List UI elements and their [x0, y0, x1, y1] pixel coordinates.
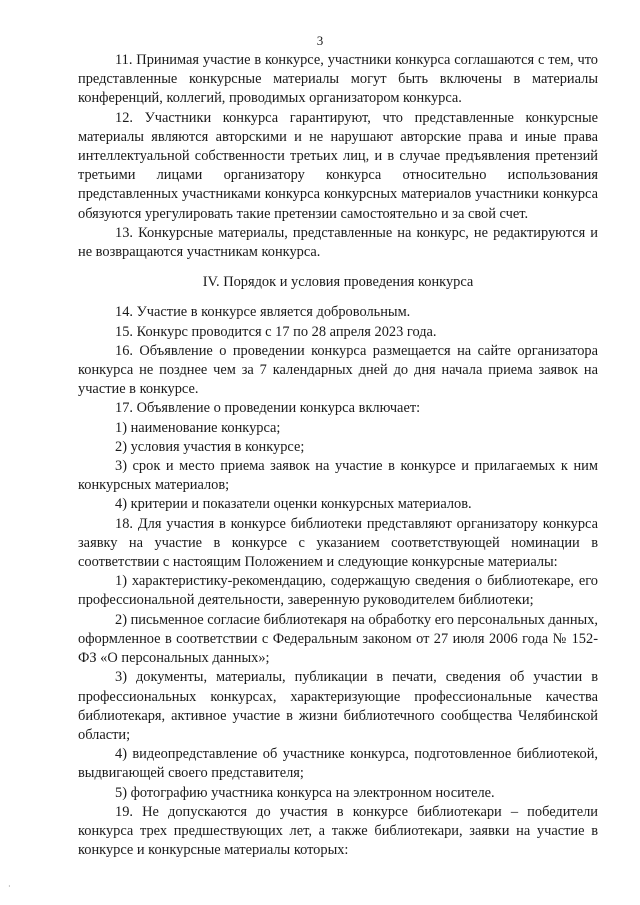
paragraph-11: 11. Принимая участие в конкурсе, участники конкурса соглашаются с тем, что представленные конкурсные материалы могут быть включены в материалы конференций, коллегий, проводимых организатором конкурса. — [78, 52, 598, 107]
paragraph-12: 12. Участники конкурса гарантируют, что представленные конкурсные материалы являются авторскими и не нарушают авторские права и иные права интеллектуальной собственности третьих лиц, и в случае предъявления претензий третьими лицами организатору конкурса относительно использования представленных участниками конкурса конкурсных материалов участники конкурса обязуются урегулировать такие претензии самостоятельно и за свой счет. — [78, 109, 598, 222]
paragraph-13: 13. Конкурсные материалы, представленные на конкурс, не редактируются и не возвращаются участникам конкурса. — [78, 224, 598, 261]
paragraph-19: 19. Не допускаются до участия в конкурсе библиотекари – победители конкурса трех предшествующих лет, а также библиотекари, заявки на участие в конкурсе и конкурсные материалы которых: — [78, 803, 598, 859]
document-body — [78, 51, 598, 860]
paragraph-18: 18. Для участия в конкурсе библиотеки представляют организатору конкурса заявку на участие в конкурсе с указанием соответствующей номинации в соответствии с настоящим Положением и следующие конкурсные материалы: — [78, 515, 598, 571]
list-item: 4) видеопредставление об участнике конкурса, подготовленное библиотекой, выдвигающей своего представителя; — [78, 746, 598, 782]
list-item: 3) документы, материалы, публикации в печати, сведения об участии в профессиональных конкурсах, характеризующие профессиональные качества библиотекаря, активное участие в жизни библиотечного сообщества Челябинской области; — [78, 669, 598, 743]
page-number: 3 — [316, 33, 324, 48]
list-item: 1) характеристику-рекомендацию, содержащую сведения о библиотекаре, его профессиональной деятельности, заверенную руководителем библиотеки; — [78, 573, 598, 609]
list-item: 5) фотографию участника конкурса на электронном носителе. — [115, 784, 495, 801]
list-item: 2) условия участия в конкурсе; — [115, 438, 305, 455]
list-item: 1) наименование конкурса; — [115, 419, 281, 436]
paragraph-14: 14. Участие в конкурсе является добровольным. — [115, 304, 411, 321]
list-item: 3) срок и место приема заявок на участие в конкурсе и прилагаемых к ним конкурсных материалов; — [78, 458, 598, 494]
paragraph-17: 17. Объявление о проведении конкурса включает: — [115, 400, 421, 417]
section-heading: IV. Порядок и условия проведения конкурса — [202, 274, 474, 291]
paragraph-15: 15. Конкурс проводится с 17 по 28 апреля 2023 года. — [115, 323, 437, 340]
paragraph-16: 16. Объявление о проведении конкурса размещается на сайте организатора конкурса не позднее чем за 7 календарных дней до дня начала приема заявок на участие в конкурсе. — [78, 342, 598, 398]
list-item: 4) критерии и показатели оценки конкурсных материалов. — [115, 496, 472, 513]
list-item: 2) письменное согласие библиотекаря на обработку его персональных данных, оформленное в соответствии с Федеральным законом от 27 июля 2006 года № 152-ФЗ «О персональных данных»; — [78, 611, 598, 667]
scan-margin-mark: · — [8, 882, 11, 891]
